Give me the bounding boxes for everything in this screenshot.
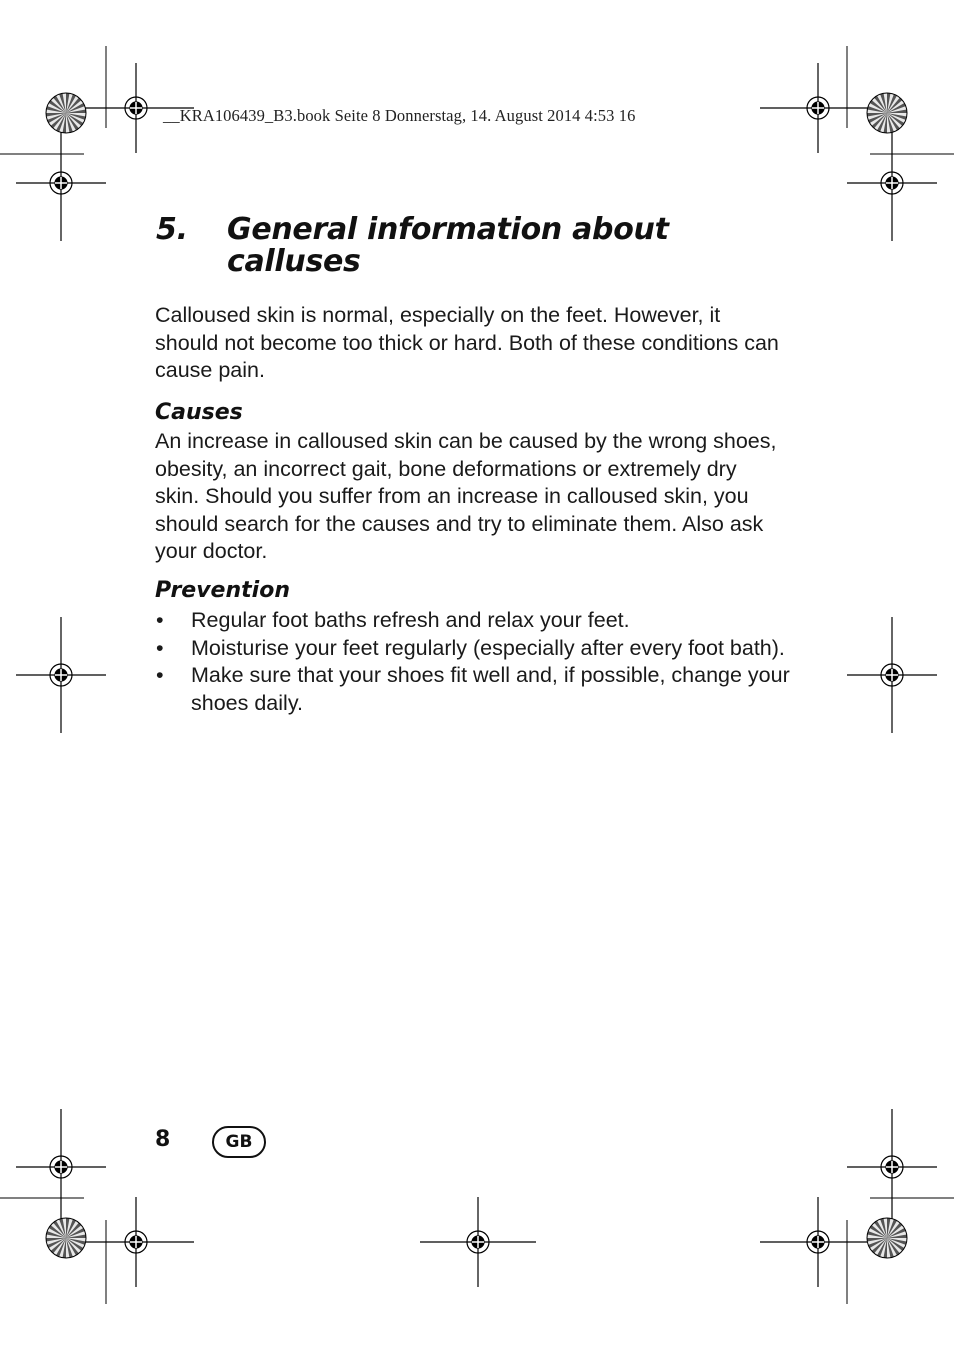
color-star-target-icon (867, 1218, 907, 1258)
print-header: __KRA106439_B3.book Seite 8 Donnerstag, 14. August 2014 4:53 16 (163, 106, 636, 125)
bullet-icon: • (156, 635, 164, 660)
list-item-text: Regular foot baths refresh and relax your feet. (191, 608, 630, 632)
prevention-heading: Prevention (155, 578, 290, 603)
causes-heading: Causes (155, 400, 243, 425)
registration-mark-icon (78, 1197, 194, 1287)
causes-paragraph: An increase in calloused skin can be caused by the wrong shoes, obesity, an incorrect gait, bone deformations or extremely dry skin. Should you suffer from an increase in calloused skin, you should search for the causes and try to eliminate them. Also ask your doctor. (155, 429, 777, 563)
registration-mark-icon (16, 1109, 106, 1225)
list-item-text: Make sure that your shoes fit well and, if possible, change your shoes daily. (191, 663, 790, 715)
list-item-text: Moisturise your feet regularly (especially after every foot bath). (191, 635, 785, 660)
list-item (155, 635, 795, 663)
section-number: 5. (156, 212, 188, 247)
page-number: 8 (155, 1127, 171, 1152)
language-badge (212, 1126, 266, 1158)
color-star-target-icon (46, 1218, 86, 1258)
language-badge-label: GB (225, 1132, 253, 1152)
bullet-icon: • (156, 608, 164, 632)
color-star-target-icon (46, 93, 86, 133)
section-title: General information about calluses (227, 212, 669, 279)
bullet-icon: • (156, 663, 164, 687)
registration-mark-icon (16, 617, 106, 733)
registration-mark-icon (760, 1197, 876, 1287)
registration-mark-icon (420, 1197, 536, 1287)
prevention-list (155, 607, 795, 717)
color-star-target-icon (867, 93, 907, 133)
list-item (155, 662, 795, 717)
registration-mark-icon (847, 125, 937, 241)
list-item (155, 607, 795, 635)
intro-paragraph: Calloused skin is normal, especially on the feet. However, it should not become too thick or hard. Both of these conditions can cause pain. (155, 303, 779, 382)
registration-mark-icon (760, 63, 876, 153)
registration-mark-icon (847, 617, 937, 733)
registration-mark-icon (847, 1109, 937, 1225)
registration-mark-icon (16, 125, 106, 241)
